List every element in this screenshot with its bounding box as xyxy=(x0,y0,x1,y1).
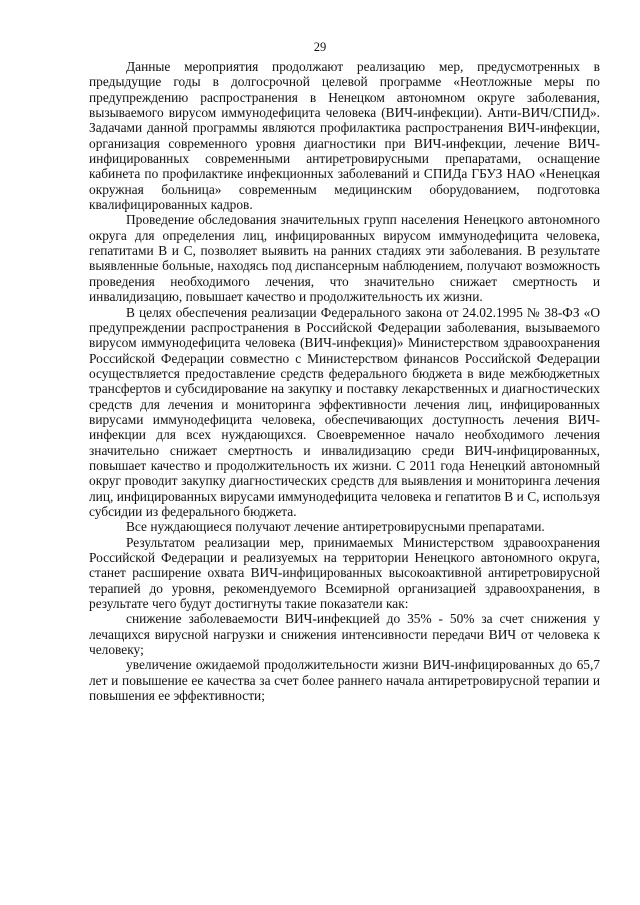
paragraph-expected-results: Результатом реализации мер, принимаемых Министерством здравоохранения Российской Федерации и реализуемых на территории Ненецкого автономного округа, станет расширение охвата ВИЧ-инфицированных высокоактивной антиретровирусной терапией до уровня, рекомендуемого Всемирной организацией здравоохранения, в результате чего будут достигнуты такие показатели как: xyxy=(89,534,600,612)
paragraph-federal-law: В целях обеспечения реализации Федерального закона от 24.02.1995 № 38-ФЗ «О предупреждении распространения в Российской Федерации заболевания, вызываемого вирусом иммунодефицита человека (ВИЧ-инфекция)» Министерством здравоохранения Российской Федерации совместно с Министерством финансов Российской Федерации осуществляется предоставление средств федерального бюджета в виде межбюджетных трансфертов и субсидирование на закупку и поставку лекарственных и диагностических средств для лечения и мониторинга эффективности лечения лиц, инфицированных вирусами иммунодефицита человека, обеспечивающих доступность лечения ВИЧ-инфекции для всех нуждающихся. Своевременное начало необходимого лечения значительно снижает смертность и инвалидизацию среди ВИЧ-инфицированных, повышает качество и продолжительность их жизни. С 2011 года Ненецкий автономный округ проводит закупку диагностических средств для выявления и мониторинга лечения лиц, инфицированных вирусами иммунодефицита человека и гепатитов В и С, используя субсидии из федерального бюджета. xyxy=(89,304,600,519)
document-body xyxy=(89,59,600,703)
page-number: 29 xyxy=(313,40,327,54)
paragraph-indicator-incidence: снижение заболеваемости ВИЧ-инфекцией до 35% - 50% за счет снижения у лечащихся вирусной нагрузки и снижения интенсивности передачи ВИЧ от человека к человеку; xyxy=(89,611,600,658)
paragraph-program-measures: Данные мероприятия продолжают реализацию мер, предусмотренных в предыдущие годы в долгосрочной целевой программе «Неотложные меры по предупреждению распространения в Ненецком автономном округе заболевания, вызываемого вирусом иммунодефицита человека (ВИЧ-инфекции). Анти-ВИЧ/СПИД». Задачами данной программы являются профилактика распространения ВИЧ-инфекции, организация современного уровня диагностики при ВИЧ-инфекции, лечение ВИЧ-инфицированных современными антиретровирусными препаратами, оснащение кабинета по профилактике инфекционных заболеваний и СПИДа ГБУЗ НАО «Ненецкая окружная больница» современным медицинским оборудованием, подготовка квалифицированных кадров. xyxy=(89,59,600,213)
paragraph-treatment-coverage: Все нуждающиеся получают лечение антиретровирусными препаратами. xyxy=(126,519,545,535)
paragraph-population-screening: Проведение обследования значительных групп населения Ненецкого автономного округа для определения лиц, инфицированных вирусом иммунодефицита человека, гепатитами В и С, позволяет выявить на ранних стадиях эти заболевания. В результате выявленные больные, находясь под диспансерным наблюдением, получают возможность проведения необходимого лечения, что значительно снижает смертность и инвалидизацию, повышает качество и продолжительность их жизни. xyxy=(89,212,600,305)
paragraph-indicator-life-expectancy: увеличение ожидаемой продолжительности жизни ВИЧ-инфицированных до 65,7 лет и повышение ее качества за счет более раннего начала антиретровирусной терапии и повышения ее эффективности; xyxy=(89,657,600,704)
